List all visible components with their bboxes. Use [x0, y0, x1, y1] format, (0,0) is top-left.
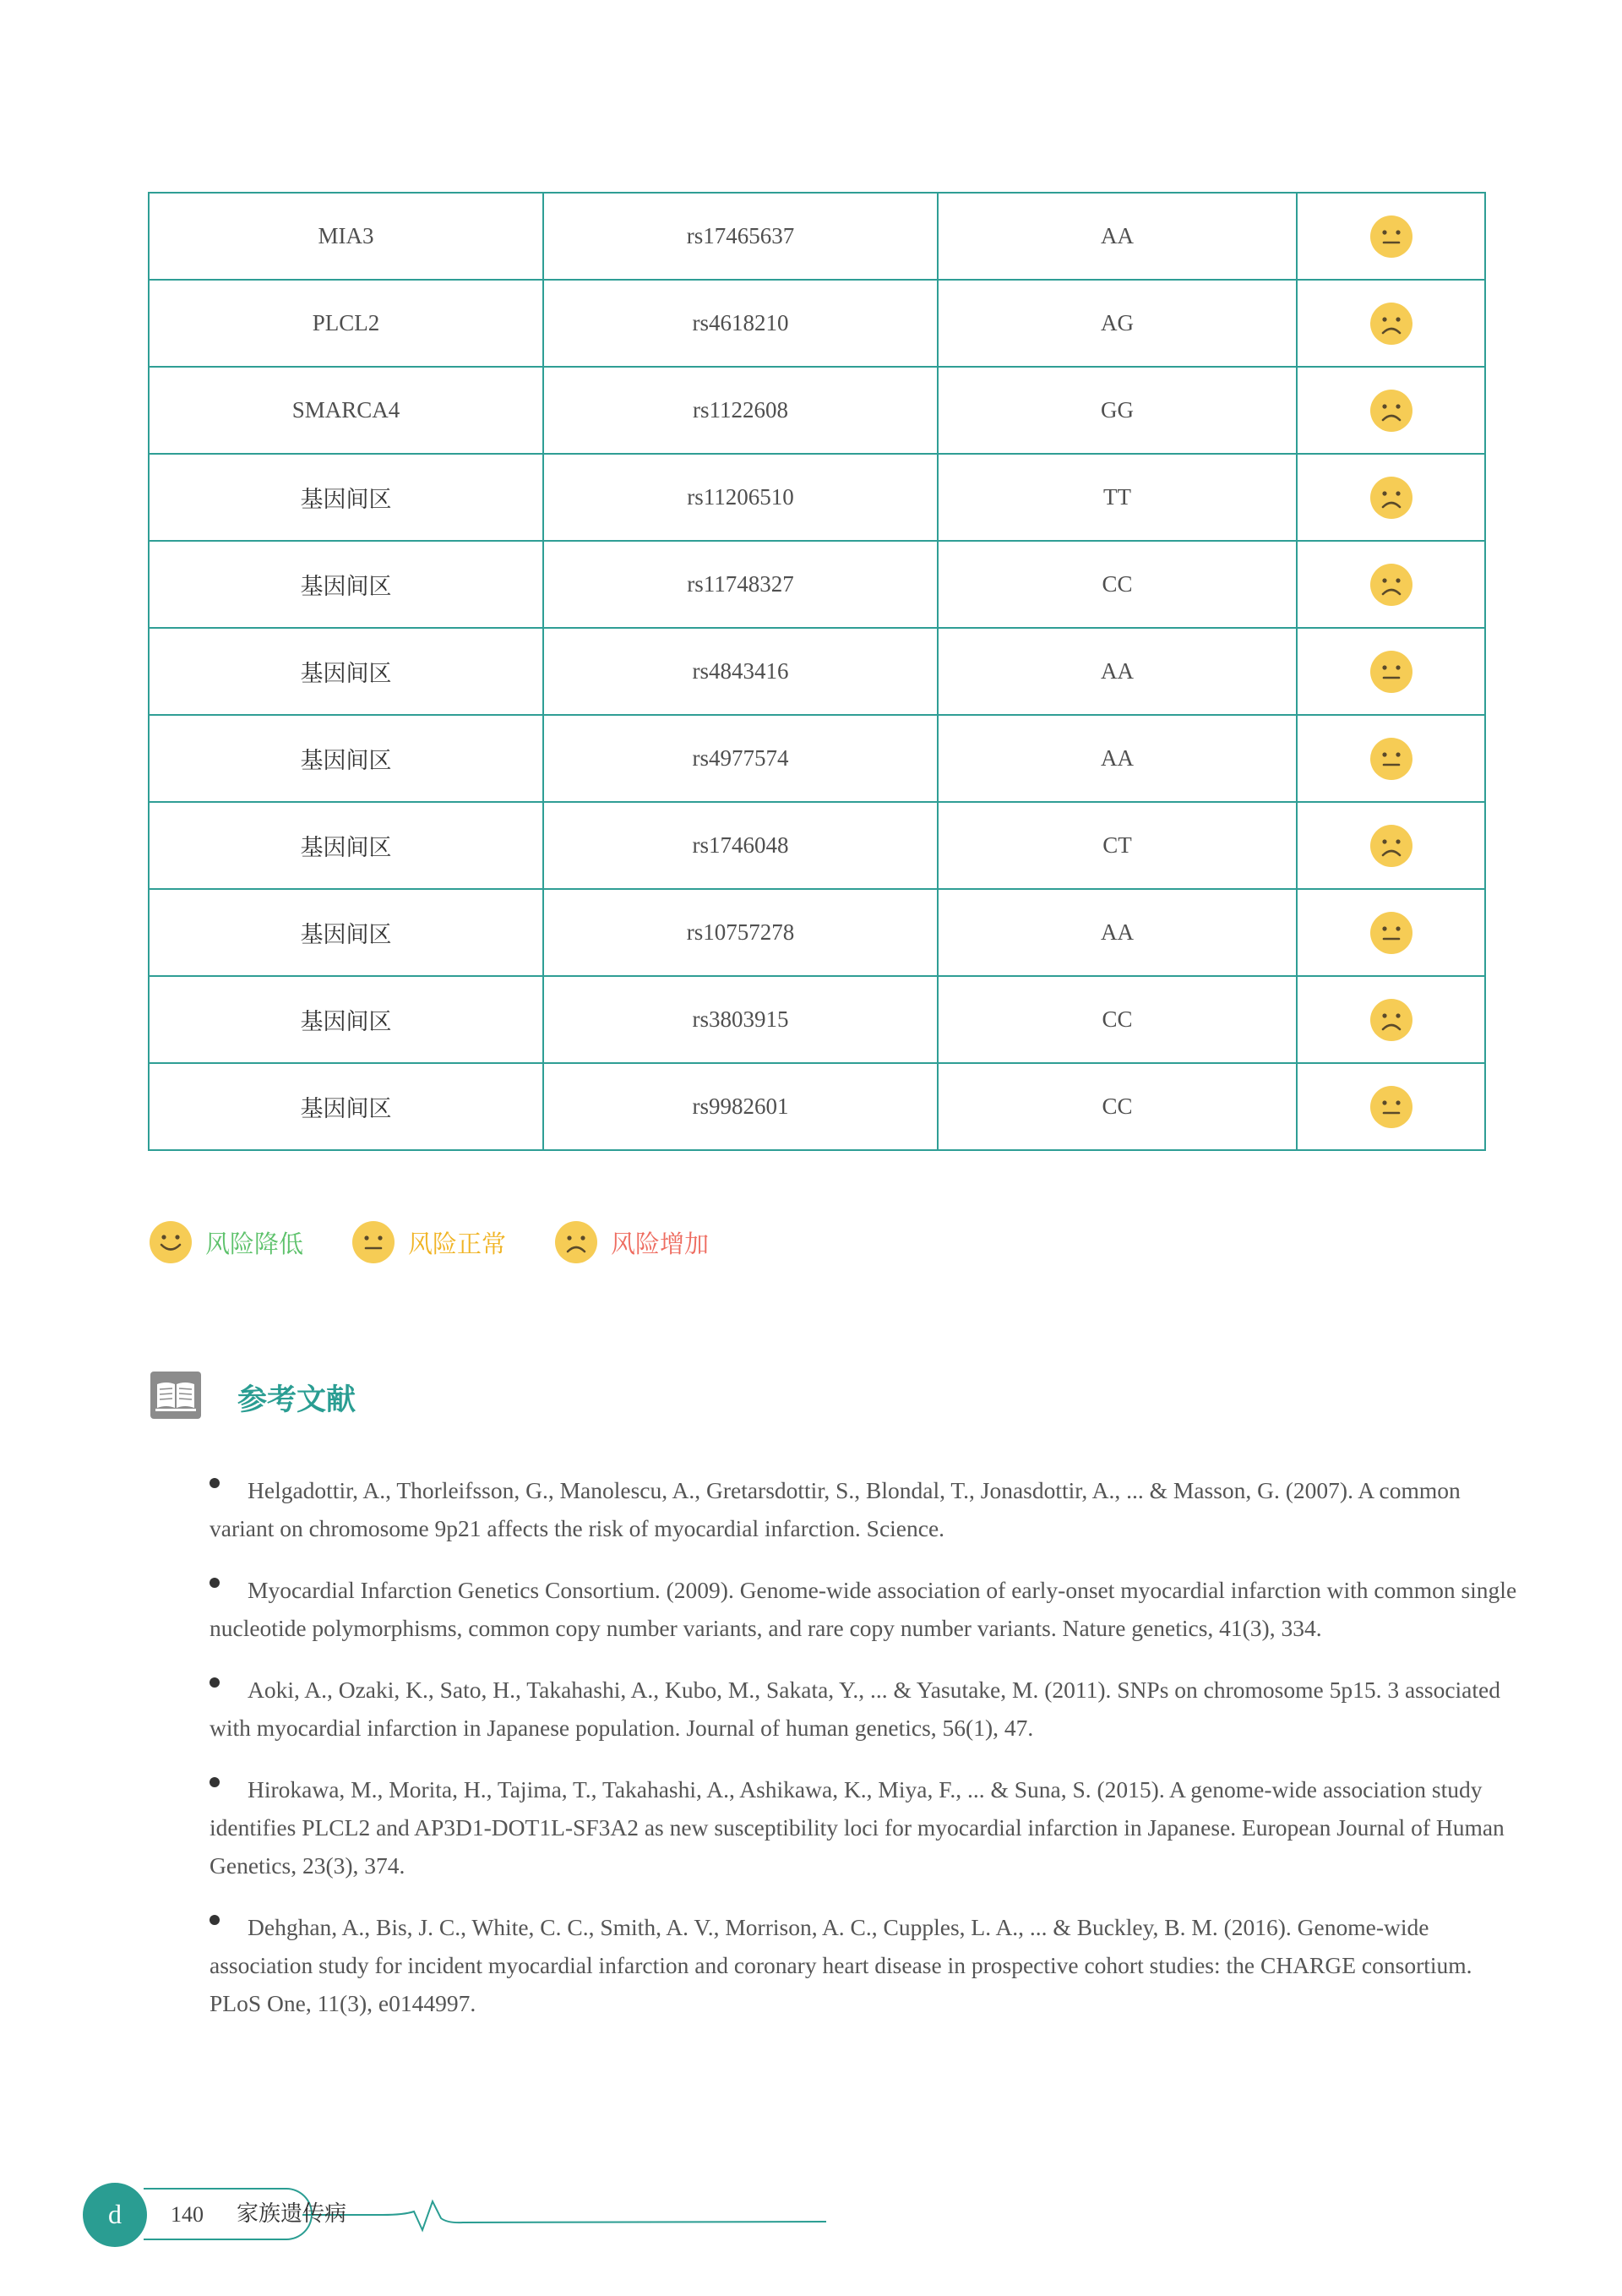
- sad-face-icon: [1369, 388, 1414, 434]
- sad-face-icon: [553, 1219, 599, 1265]
- reference-item: Helgadottir, A., Thorleifsson, G., Manolescu, A., Gretarsdottir, S., Blondal, T., Jonasdottir, A., ... & Masson, G. (2007). A common variant on chromosome 9p21 affects the risk of myocardial infarction. Science.: [210, 1477, 1461, 1541]
- table-row: [149, 1063, 1485, 1150]
- sad-face-icon: [1369, 475, 1414, 521]
- risk-cell: [1297, 1063, 1485, 1150]
- legend-label-normal: 风险正常: [408, 1229, 507, 1258]
- genotype-cell: AA: [938, 193, 1297, 280]
- table-row: [149, 280, 1485, 367]
- risk-legend: [148, 1217, 756, 1268]
- risk-cell: [1297, 367, 1485, 454]
- bullet-icon: [210, 1478, 220, 1488]
- risk-cell: [1297, 628, 1485, 715]
- gene-cell: 基因间区: [149, 1063, 543, 1150]
- risk-cell: [1297, 976, 1485, 1063]
- bullet-icon: [210, 1777, 220, 1787]
- gene-cell: 基因间区: [149, 715, 543, 802]
- neutral-face-icon: [1369, 910, 1414, 956]
- references-header: [150, 1372, 356, 1423]
- table-row: [149, 802, 1485, 889]
- risk-cell: [1297, 889, 1485, 976]
- snp-cell: rs10757278: [543, 889, 938, 976]
- genotype-cell: CC: [938, 976, 1297, 1063]
- reference-item: Myocardial Infarction Genetics Consortium. (2009). Genome-wide association of early-onset myocardial infarction with common single nucleotide polymorphisms, common copy number variants, and rare copy number variants. Nature genetics, 41(3), 334.: [210, 1577, 1517, 1641]
- gene-cell: 基因间区: [149, 889, 543, 976]
- table-row: [149, 454, 1485, 541]
- table-row: [149, 889, 1485, 976]
- legend-item-normal: [351, 1219, 506, 1265]
- sad-face-icon: [1369, 997, 1414, 1043]
- gene-cell: PLCL2: [149, 280, 543, 367]
- risk-cell: [1297, 280, 1485, 367]
- gene-cell: 基因间区: [149, 628, 543, 715]
- genotype-cell: CC: [938, 1063, 1297, 1150]
- risk-cell: [1297, 802, 1485, 889]
- reference-item: Hirokawa, M., Morita, H., Tajima, T., Takahashi, A., Ashikawa, K., Miya, F., ... & Suna, S. (2015). A genome-wide association study identifies PLCL2 and AP3D1-DOT1L-SF3A2 as new susceptibility loci for myocardial infarction in Japanese. European Journal of Human Genetics, 23(3), 374.: [210, 1776, 1505, 1879]
- snp-cell: rs11748327: [543, 541, 938, 628]
- genotype-cell: CC: [938, 541, 1297, 628]
- neutral-face-icon: [1369, 649, 1414, 695]
- snp-cell: rs4618210: [543, 280, 938, 367]
- references-list: [210, 1471, 1527, 2046]
- table-row: [149, 367, 1485, 454]
- snp-table: [148, 192, 1486, 1151]
- genotype-cell: AA: [938, 889, 1297, 976]
- footer-title: 家族遗传病: [237, 2201, 347, 2227]
- happy-face-icon: [148, 1219, 193, 1265]
- neutral-face-icon: [1369, 1084, 1414, 1130]
- snp-cell: rs11206510: [543, 454, 938, 541]
- neutral-face-icon: [1369, 736, 1414, 782]
- table-row: [149, 628, 1485, 715]
- neutral-face-icon: [1369, 214, 1414, 259]
- sad-face-icon: [1369, 562, 1414, 608]
- sad-face-icon: [1369, 301, 1414, 346]
- snp-cell: rs1746048: [543, 802, 938, 889]
- snp-cell: rs1122608: [543, 367, 938, 454]
- table-row: [149, 715, 1485, 802]
- footer-letter-badge: d: [83, 2183, 147, 2247]
- genotype-cell: GG: [938, 367, 1297, 454]
- risk-cell: [1297, 193, 1485, 280]
- reference-item: Dehghan, A., Bis, J. C., White, C. C., Smith, A. V., Morrison, A. C., Cupples, L. A., ... & Buckley, B. M. (2016). Genome-wide association study for incident myocardial infarction and coronary heart disease in prospective cohort studies: the CHARGE consortium. PLoS One, 11(3), e0144997.: [210, 1914, 1472, 2016]
- legend-label-increased: 风险增加: [611, 1229, 710, 1258]
- genotype-cell: CT: [938, 802, 1297, 889]
- gene-cell: 基因间区: [149, 802, 543, 889]
- risk-cell: [1297, 715, 1485, 802]
- bullet-icon: [210, 1677, 220, 1688]
- genotype-cell: TT: [938, 454, 1297, 541]
- bullet-icon: [210, 1578, 220, 1588]
- gene-cell: 基因间区: [149, 454, 543, 541]
- gene-cell: MIA3: [149, 193, 543, 280]
- legend-item-increased: [553, 1219, 709, 1265]
- snp-cell: rs9982601: [543, 1063, 938, 1150]
- snp-cell: rs17465637: [543, 193, 938, 280]
- risk-cell: [1297, 454, 1485, 541]
- gene-cell: 基因间区: [149, 541, 543, 628]
- table-row: [149, 193, 1485, 280]
- snp-cell: rs4977574: [543, 715, 938, 802]
- snp-cell: rs3803915: [543, 976, 938, 1063]
- page-number: 140: [171, 2202, 204, 2227]
- risk-cell: [1297, 541, 1485, 628]
- table-row: [149, 976, 1485, 1063]
- snp-cell: rs4843416: [543, 628, 938, 715]
- book-icon: [150, 1372, 201, 1423]
- genotype-cell: AA: [938, 628, 1297, 715]
- genotype-cell: AG: [938, 280, 1297, 367]
- bullet-icon: [210, 1915, 220, 1925]
- genotype-cell: AA: [938, 715, 1297, 802]
- sad-face-icon: [1369, 823, 1414, 869]
- references-title: 参考文献: [237, 1383, 357, 1417]
- page-footer: [83, 2183, 843, 2250]
- legend-item-decreased: [148, 1219, 303, 1265]
- gene-cell: SMARCA4: [149, 367, 543, 454]
- reference-item: Aoki, A., Ozaki, K., Sato, H., Takahashi, A., Kubo, M., Sakata, Y., ... & Yasutake, M. (2011). SNPs on chromosome 5p15. 3 associated with myocardial infarction in Japanese population. Journal of human genetics, 56(1), 47.: [210, 1677, 1500, 1741]
- table-row: [149, 541, 1485, 628]
- gene-cell: 基因间区: [149, 976, 543, 1063]
- legend-label-decreased: 风险降低: [205, 1229, 304, 1258]
- neutral-face-icon: [351, 1219, 396, 1265]
